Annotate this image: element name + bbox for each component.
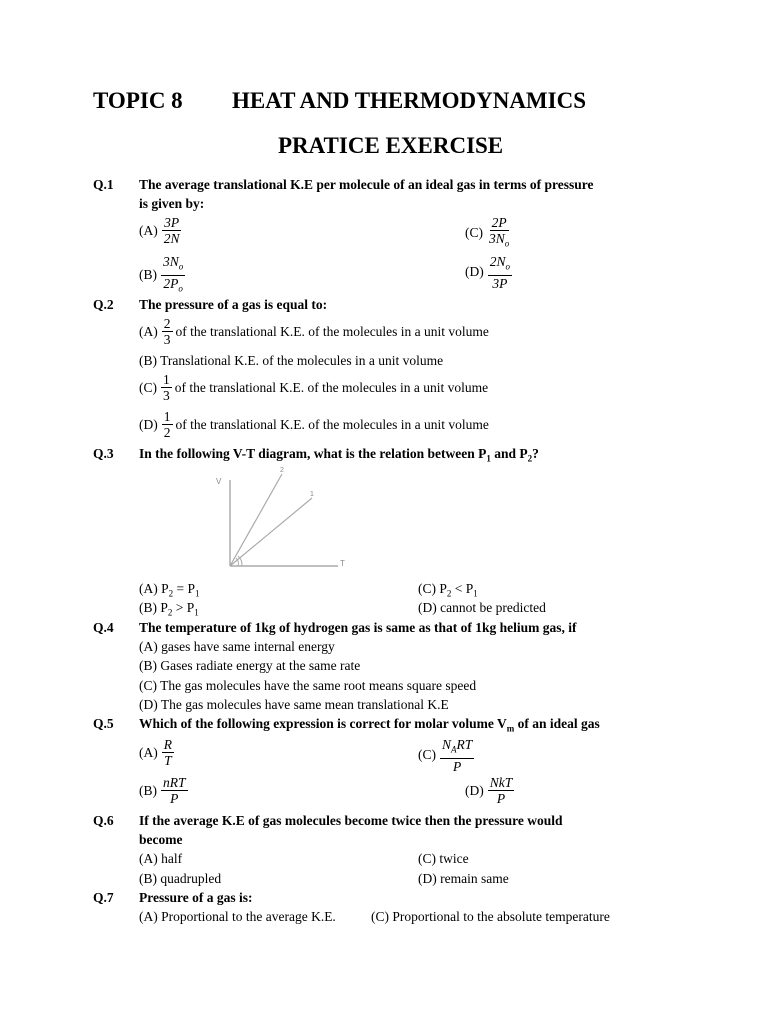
option-c: (C) Proportional to the absolute temperature bbox=[371, 909, 610, 924]
fraction-numerator bbox=[440, 737, 474, 759]
subscript: m bbox=[506, 723, 515, 734]
option-label: (D) bbox=[465, 782, 484, 798]
line-1 bbox=[230, 498, 312, 566]
fraction bbox=[161, 254, 185, 296]
option-text: of the translational K.E. of the molecules in a unit volume bbox=[175, 416, 489, 432]
subscript: 2 bbox=[168, 588, 174, 599]
fraction bbox=[488, 254, 512, 291]
fraction-denominator: T bbox=[164, 753, 172, 768]
option-label: (D) bbox=[139, 416, 158, 432]
fraction bbox=[161, 775, 188, 806]
fraction-denominator: P bbox=[170, 791, 179, 806]
option-text: of the translational K.E. of the molecules in a unit volume bbox=[174, 379, 489, 395]
fraction-denominator: $3N_o$ bbox=[489, 231, 510, 249]
option-label: (D) bbox=[465, 264, 484, 280]
question-text-part: ? bbox=[532, 446, 539, 461]
subscript: 2 bbox=[446, 588, 452, 599]
fraction bbox=[488, 775, 515, 806]
question-text-part: Which of the following expression is correct for molar volume V bbox=[139, 716, 507, 731]
option-b bbox=[139, 353, 443, 369]
question-text: If the average K.E of gas molecules become twice then the pressure would bbox=[139, 813, 563, 828]
option-a bbox=[139, 581, 200, 599]
question-text: Pressure of a gas is: bbox=[139, 890, 253, 905]
fraction-denominator-text: 2P bbox=[163, 275, 179, 291]
question-text-part: and P bbox=[490, 446, 528, 461]
fraction-numerator: 1 bbox=[163, 372, 170, 387]
fraction bbox=[487, 215, 511, 252]
fraction-denominator: 3P bbox=[492, 275, 508, 291]
question-text-part: of an ideal gas bbox=[514, 716, 600, 731]
topic-number: TOPIC 8 bbox=[93, 88, 183, 113]
fraction bbox=[162, 409, 173, 440]
option-label: (C) bbox=[418, 747, 436, 763]
axis-label-v: V bbox=[216, 477, 222, 486]
option-label: (A) bbox=[139, 323, 158, 339]
option-c bbox=[465, 215, 511, 252]
option-text: > P bbox=[172, 600, 195, 615]
option-label: (C) bbox=[465, 225, 483, 241]
fraction-denominator: $2P_o$ bbox=[163, 275, 183, 294]
question-number: Q.6 bbox=[93, 813, 114, 828]
option-text: Translational K.E. of the molecules in a unit volume bbox=[160, 353, 444, 368]
subscript: A bbox=[451, 744, 457, 755]
option-c bbox=[139, 372, 488, 403]
question-number: Q.4 bbox=[93, 620, 114, 635]
line-label-1: 1 bbox=[310, 491, 314, 498]
fraction-numerator-text: 3N bbox=[163, 254, 179, 269]
option-label: (A) bbox=[139, 744, 158, 760]
subscript: 1 bbox=[473, 588, 478, 599]
option-a bbox=[139, 316, 489, 347]
question-number: Q.2 bbox=[93, 297, 114, 312]
option-label: (B) bbox=[139, 353, 157, 368]
subscript: 1 bbox=[486, 453, 491, 464]
page-subtitle: PRATICE EXERCISE bbox=[278, 133, 504, 158]
option-a: (A) half bbox=[139, 851, 183, 866]
option-text: of the translational K.E. of the molecules in a unit volume bbox=[175, 323, 489, 339]
fraction-numerator: 1 bbox=[163, 409, 171, 424]
subscript: 2 bbox=[527, 453, 533, 464]
option-b bbox=[139, 600, 199, 618]
option-d bbox=[465, 775, 514, 806]
vt-diagram bbox=[196, 462, 354, 577]
subscript: 1 bbox=[194, 607, 199, 618]
fraction bbox=[161, 372, 172, 403]
option-text: (B) P bbox=[139, 600, 168, 615]
option-d: (D) remain same bbox=[418, 871, 509, 886]
fraction-numerator: 2P bbox=[491, 215, 507, 230]
fraction-denominator: 2N bbox=[163, 231, 180, 246]
option-label: (B) bbox=[139, 267, 157, 283]
subscript: 1 bbox=[195, 588, 200, 599]
question-text-part: In the following V-T diagram, what is the relation between P bbox=[139, 446, 487, 461]
option-label: (A) bbox=[139, 222, 158, 238]
fraction-numerator: R bbox=[163, 737, 172, 752]
question-text bbox=[139, 716, 600, 734]
option-a: (A) Proportional to the average K.E. bbox=[139, 909, 336, 924]
option-text: = P bbox=[173, 581, 195, 596]
option-text: (A) P bbox=[139, 581, 169, 596]
option-d: (D) cannot be predicted bbox=[418, 600, 546, 615]
option-c bbox=[418, 581, 478, 599]
option-d bbox=[139, 409, 489, 440]
option-b: (B) quadrupled bbox=[139, 871, 222, 886]
fraction-numerator: nRT bbox=[163, 775, 186, 790]
fraction-numerator-text: RT bbox=[456, 737, 473, 752]
subscript: 2 bbox=[167, 607, 173, 618]
option-b bbox=[139, 254, 185, 296]
fraction-numerator: 3P bbox=[164, 215, 180, 230]
fraction-denominator: P bbox=[496, 791, 506, 806]
fraction-numerator: NkT bbox=[489, 775, 513, 790]
option-a bbox=[139, 737, 174, 768]
question-text: The average translational K.E per molecule of an ideal gas in terms of pressure bbox=[139, 177, 594, 192]
option-c: (C) The gas molecules have the same root means square speed bbox=[139, 678, 477, 693]
topic-title: HEAT AND THERMODYNAMICS bbox=[232, 88, 586, 113]
axis-label-t: T bbox=[340, 559, 345, 568]
option-text: < P bbox=[451, 581, 474, 596]
option-d bbox=[465, 254, 512, 291]
fraction bbox=[440, 737, 474, 774]
option-a bbox=[139, 215, 182, 246]
question-text: become bbox=[139, 832, 183, 847]
fraction-denominator: 2 bbox=[163, 425, 171, 440]
option-c bbox=[418, 737, 474, 774]
fraction-denominator: 3 bbox=[163, 388, 170, 403]
fraction bbox=[162, 215, 182, 246]
option-d: (D) The gas molecules have same mean translational K.E bbox=[139, 697, 449, 712]
question-number: Q.5 bbox=[93, 716, 114, 731]
option-label: (C) bbox=[139, 379, 157, 395]
option-b: (B) Gases radiate energy at the same rate bbox=[139, 658, 361, 673]
option-label: (B) bbox=[139, 782, 157, 798]
option-text: (C) P bbox=[418, 581, 447, 596]
fraction-numerator-text: N bbox=[442, 737, 452, 752]
fraction-numerator-text: 2N bbox=[489, 254, 506, 269]
option-c: (C) twice bbox=[418, 851, 469, 866]
fraction bbox=[162, 737, 174, 768]
fraction-denominator-text: 3N bbox=[489, 231, 505, 246]
fraction-denominator: P bbox=[453, 758, 462, 774]
fraction bbox=[162, 316, 173, 347]
fraction-numerator: $2N_o$ bbox=[488, 254, 512, 276]
option-a: (A) gases have same internal energy bbox=[139, 639, 335, 654]
fraction-numerator: 2 bbox=[163, 316, 171, 331]
question-number: Q.7 bbox=[93, 890, 114, 905]
fraction-denominator: 3 bbox=[163, 332, 171, 347]
question-text: is given by: bbox=[139, 196, 205, 211]
question-number: Q.1 bbox=[93, 177, 114, 192]
question-number: Q.3 bbox=[93, 446, 114, 461]
option-b bbox=[139, 775, 188, 806]
question-text: The temperature of 1kg of hydrogen gas is same as that of 1kg helium gas, if bbox=[139, 620, 577, 635]
line-label-2: 2 bbox=[280, 467, 284, 474]
line-2 bbox=[230, 474, 282, 566]
fraction-numerator: $3N_o$ bbox=[161, 254, 185, 276]
question-text: The pressure of a gas is equal to: bbox=[139, 297, 328, 312]
